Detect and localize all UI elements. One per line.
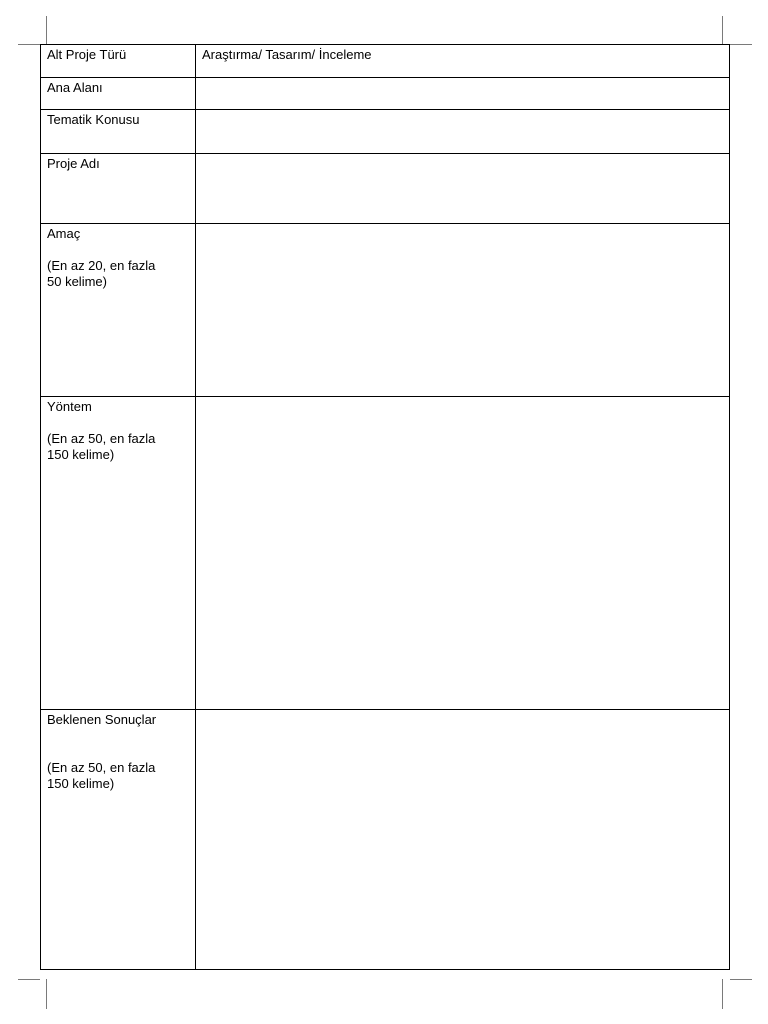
table-row (41, 710, 730, 970)
crop-mark-top-right-horizontal (730, 44, 752, 45)
crop-mark-top-left-vertical (46, 16, 47, 44)
crop-mark-top-left-horizontal (18, 44, 40, 45)
value-cell[interactable] (196, 110, 730, 154)
table-row (41, 110, 730, 154)
table-row (41, 45, 730, 78)
value-cell[interactable] (196, 397, 730, 710)
crop-mark-bottom-right-horizontal (730, 979, 752, 980)
value-cell[interactable] (196, 154, 730, 224)
label-cell: Yöntem (En az 50, en fazla 150 kelime) (41, 397, 196, 710)
value-cell[interactable] (196, 78, 730, 110)
table-row (41, 78, 730, 110)
crop-mark-top-right-vertical (722, 16, 723, 44)
table-row (41, 397, 730, 710)
table-row (41, 224, 730, 397)
crop-mark-bottom-left-vertical (46, 979, 47, 1009)
value-cell[interactable]: Araştırma/ Tasarım/ İnceleme (196, 45, 730, 78)
value-cell[interactable] (196, 710, 730, 970)
crop-mark-bottom-right-vertical (722, 979, 723, 1009)
label-cell: Tematik Konusu (41, 110, 196, 154)
label-cell: Beklenen Sonuçlar (En az 50, en fazla 150 kelime) (41, 710, 196, 970)
crop-mark-bottom-left-horizontal (18, 979, 40, 980)
project-form-table (40, 44, 730, 970)
label-cell: Ana Alanı (41, 78, 196, 110)
label-cell: Proje Adı (41, 154, 196, 224)
value-cell[interactable] (196, 224, 730, 397)
label-cell: Alt Proje Türü (41, 45, 196, 78)
label-cell: Amaç (En az 20, en fazla 50 kelime) (41, 224, 196, 397)
table-row (41, 154, 730, 224)
